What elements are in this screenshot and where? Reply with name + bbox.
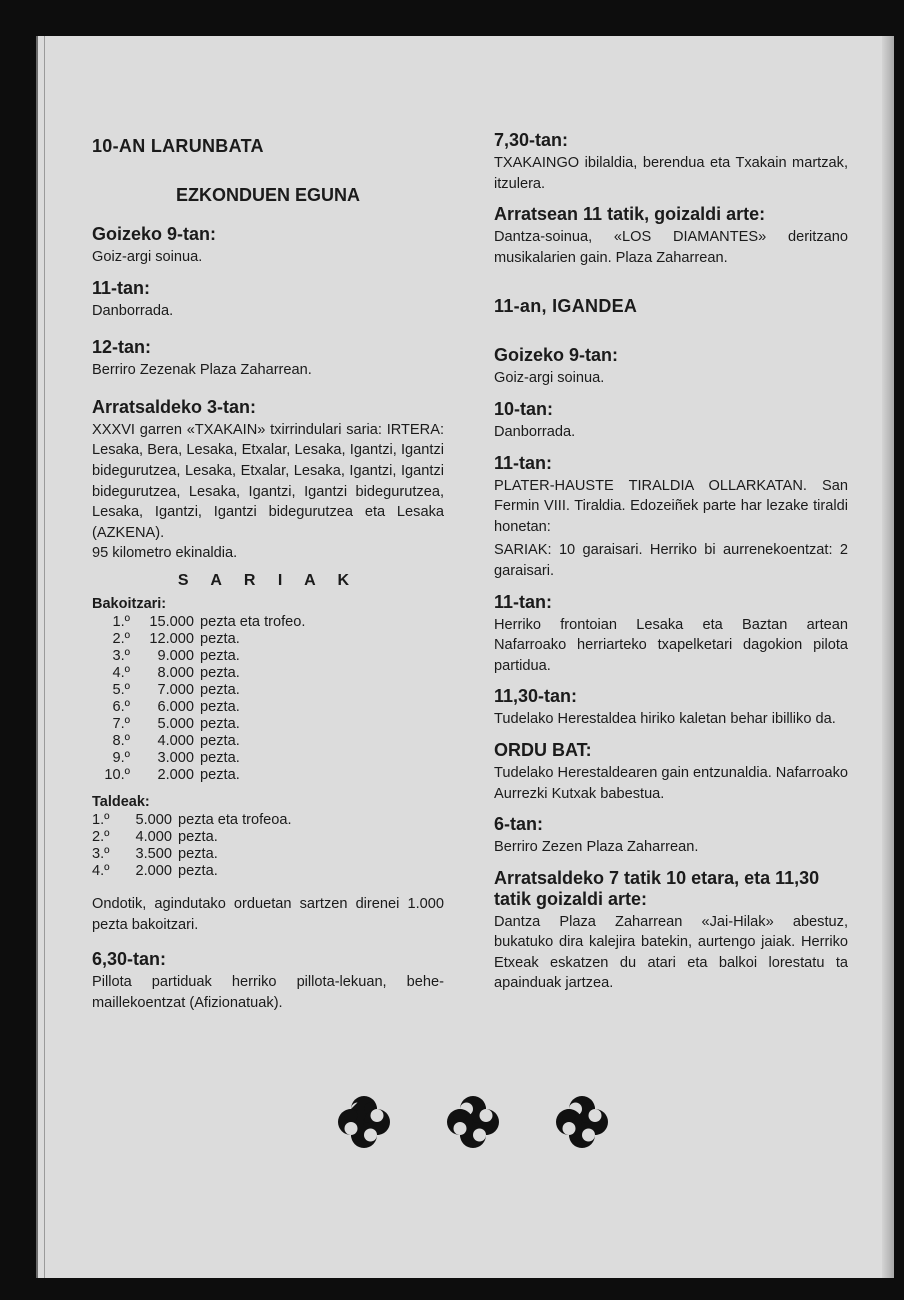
event-text: Danborrada.: [494, 423, 576, 440]
day-title-saturday: 10-AN LARUNBATA: [92, 136, 264, 156]
prize-row: 5.º 7.000 pezta.: [112, 681, 240, 698]
event-text: Tudelako Herestaldearen gain entzunaldia. Nafarroako Aurrezki Kutxak babestua.: [494, 764, 848, 802]
left-column: [92, 136, 444, 1013]
event: [494, 686, 848, 730]
event-text: Danborrada.: [92, 302, 174, 319]
event-text: PLATER-HAUSTE TIRALDIA OLLARKATAN. San Fermin VIII. Tiraldia. Edozeiñek parte har lezake tiraldi honetan:: [494, 477, 848, 535]
team-prize-row: 3.º 3.500 pezta.: [92, 845, 218, 862]
event-time: Goizeko 9-tan:: [92, 224, 217, 244]
event: [92, 278, 444, 322]
prize-row: 9.º 3.000 pezta.: [112, 749, 240, 766]
event: [494, 453, 848, 582]
individual-prize-list: [92, 614, 444, 784]
team-prize-list: [92, 812, 444, 880]
event-time: 11-tan:: [494, 591, 553, 612]
event-text: Goiz-argi soinua.: [92, 249, 203, 265]
event-text: Berriro Zezen Plaza Zaharrean.: [494, 839, 699, 856]
event-time: 12-tan:: [92, 337, 152, 358]
prize-row: 3.º 9.000 pezta.: [112, 647, 240, 664]
event: [494, 204, 848, 268]
event-time: ORDU BAT:: [494, 739, 592, 760]
event-time: Arratsean 11 tatik, goizaldi arte:: [494, 204, 766, 225]
event-text: Pillota partiduak herriko pillota-lekuan, behe-maillekoentzat (Afizionatuak).: [92, 974, 444, 1011]
event: [494, 740, 848, 804]
prize-row: 8.º 4.000 pezta.: [112, 732, 240, 749]
event-text: XXXVI garren «TXAKAIN» txirrindulari saria: IRTERA: Lesaka, Bera, Lesaka, Etxalar, Lesaka, Igantzi, Igantzi bidegurutzea, Lesaka, Etxalar, Lesaka, Igantzi, Igantzi bidegurutzea, Lesaka, Igantzi, Igantzi bidegurutzea, Lesaka, Igantzi, Igantzi bidegurutzea eta Lesaka (AZKENA).: [92, 421, 444, 541]
prize-row: 4.º 8.000 pezta.: [112, 664, 240, 681]
team-prize-row: 2.º 4.000 pezta.: [92, 828, 218, 845]
event-time: 11-tan:: [92, 277, 151, 298]
event: [494, 592, 848, 677]
day-title-sunday: 11-an, IGANDEA: [494, 296, 638, 317]
event: [494, 345, 848, 389]
event-time: Goizeko 9-tan:: [494, 345, 619, 366]
event: [92, 337, 444, 381]
event-extra: SARIAK: 10 garaisari. Herriko bi aurrenekoentzat: 2 garaisari.: [494, 542, 848, 579]
event-time: 11-tan:: [494, 452, 553, 473]
event-time: Arratsaldeko 7 tatik 10 etara, eta 11,30 tatik goizaldi arte:: [494, 867, 820, 909]
event-time: 10-tan:: [494, 398, 554, 419]
event: [92, 949, 444, 1013]
event-text: Berriro Zezenak Plaza Zaharrean.: [92, 362, 312, 379]
prize-note: Ondotik, agindutako orduetan sartzen direnei 1.000 pezta bakoitzari.: [92, 895, 444, 933]
event: [494, 868, 848, 994]
event: [494, 399, 848, 443]
team-prizes-label: Taldeak:: [92, 793, 150, 810]
prize-row: 1.º 15.000 pezta eta trofeo.: [112, 613, 306, 630]
individual-prizes-label: Bakoitzari:: [92, 595, 167, 612]
event: [494, 814, 848, 858]
document-page: [36, 36, 894, 1278]
event-time: 6-tan:: [494, 814, 543, 835]
event-text: Dantza Plaza Zaharrean «Jai-Hilak» abestuz, bukatuko dira kalejira batekin, aurtengo jaiak. Herriko Etxeak eskatzen du atari eta balkoi lorestatu ta apainduak jartzea.: [494, 913, 848, 992]
event: [92, 224, 444, 268]
event-time: 11,30-tan:: [494, 686, 578, 707]
lauburu-icon: [556, 1096, 608, 1148]
event: [92, 397, 444, 564]
prizes-title: S A R I A K: [177, 571, 359, 589]
team-prize-row: 4.º 2.000 pezta.: [92, 862, 218, 879]
event-time: Arratsaldeko 3-tan:: [92, 396, 257, 417]
ornament-row: [338, 1096, 608, 1148]
day-subtitle: EZKONDUEN EGUNA: [175, 185, 360, 205]
prize-row: 7.º 5.000 pezta.: [112, 715, 240, 732]
prize-row: 6.º 6.000 pezta.: [112, 698, 240, 715]
event-text: Tudelako Herestaldea hiriko kaletan behar ibilliko da.: [494, 711, 836, 728]
event-text: TXAKAINGO ibilaldia, berendua eta Txakain martzak, itzulera.: [494, 155, 848, 192]
lauburu-icon: [447, 1096, 499, 1148]
event-text: Dantza-soinua, «LOS DIAMANTES» deritzano musikalarien gain. Plaza Zaharrean.: [494, 229, 848, 266]
event-extra: 95 kilometro ekinaldia.: [92, 545, 238, 562]
event-time: 6,30-tan:: [92, 949, 167, 970]
event-text: Herriko frontoian Lesaka eta Baztan artean Nafarroako herriarteko txapelketari dagokion pilota partidua.: [494, 616, 848, 674]
prize-row: 10.º 2.000 pezta.: [104, 766, 240, 783]
right-column: [494, 130, 848, 994]
prize-row: 2.º 12.000 pezta.: [112, 630, 240, 647]
team-prize-row: 1.º 5.000 pezta eta trofeoa.: [92, 811, 292, 828]
event-text: Goiz-argi soinua.: [494, 370, 605, 387]
event: [494, 130, 848, 194]
event-time: 7,30-tan:: [494, 130, 569, 150]
lauburu-icon: [338, 1096, 390, 1148]
